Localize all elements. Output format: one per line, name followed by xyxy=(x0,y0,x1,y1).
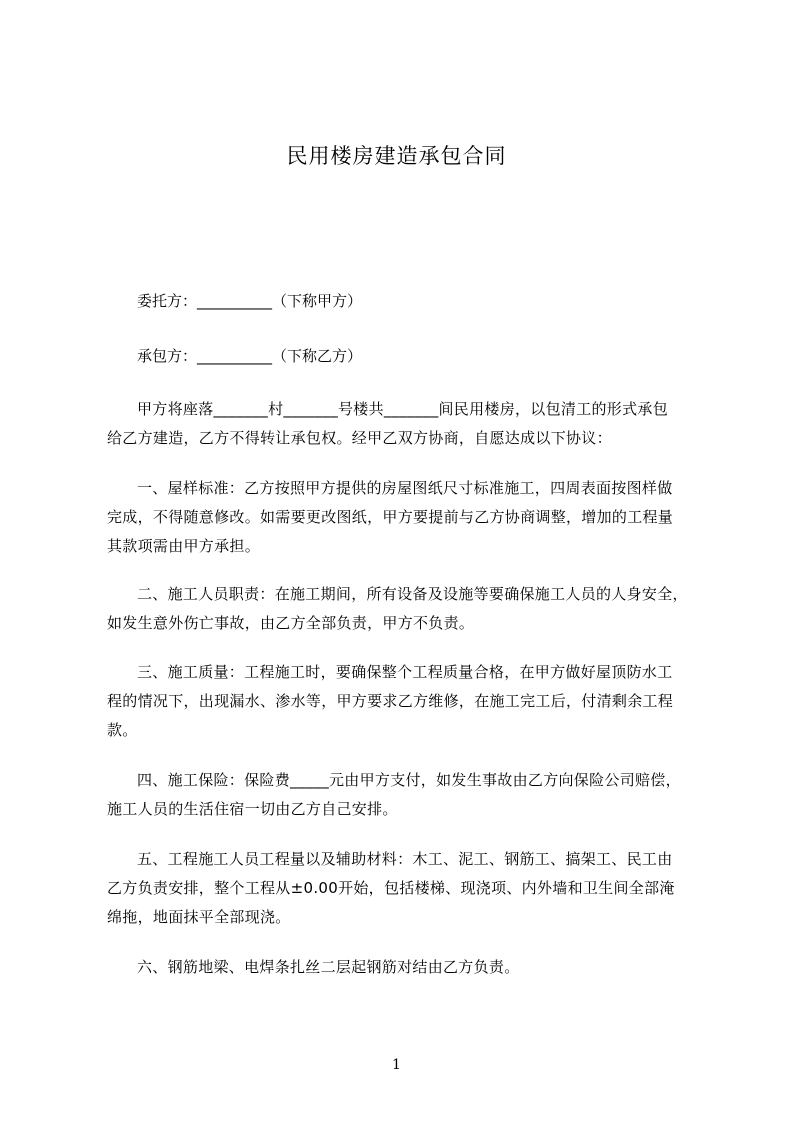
paragraph-line: 乙方负责安排，整个工程从±0.00开始，包括楼梯、现浇项、内外墙和卫生间全部淹 xyxy=(107,879,675,897)
paragraph-line: 二、施工人员职责：在施工期间，所有设备及设施等要确保施工人员的人身安全， xyxy=(137,585,688,603)
paragraph-line: 甲方将座落_______村_______号楼共_______间民用楼房，以包清工的形式承包 xyxy=(137,400,669,418)
clause-1-paragraph xyxy=(107,474,707,561)
clause-2-paragraph xyxy=(107,580,707,638)
paragraph-line: 款。 xyxy=(107,721,138,739)
paragraph-line: 六、钢筋地梁、电焊条扎丝二层起钢筋对结由乙方负责。 xyxy=(137,958,520,976)
paragraph-line: 如发生意外伤亡事故，由乙方全部负责，甲方不负责。 xyxy=(107,614,475,632)
clause-6-paragraph xyxy=(107,953,707,982)
paragraph-line: 四、施工保险：保险费_____元由甲方支付，如发生事故由乙方向保险公司赔偿， xyxy=(137,771,681,789)
contractor-party-line: 承包方：__________（下称乙方） xyxy=(137,347,363,365)
paragraph-line: 五、工程施工人员工程量以及辅助材料：木工、泥工、钢筋工、搞架工、民工由 xyxy=(137,850,673,868)
clause-4-paragraph xyxy=(107,766,707,824)
document-title: 民用楼房建造承包合同 xyxy=(286,144,507,168)
preamble-paragraph xyxy=(107,395,707,453)
paragraph-line: 其款项需由甲方承担。 xyxy=(107,537,261,555)
paragraph-line: 完成，不得随意修改。如需要更改图纸，甲方要提前与乙方协商调整，增加的工程量 xyxy=(107,508,674,526)
paragraph-line: 给乙方建造，乙方不得转让承包权。经甲乙双方协商，自愿达成以下协议： xyxy=(107,429,612,447)
clause-3-paragraph xyxy=(107,658,707,745)
paragraph-line: 程的情况下，出现漏水、渗水等，甲方要求乙方维修，在施工完工后，付清剩余工程 xyxy=(107,692,674,710)
paragraph-line: 三、施工质量：工程施工时，要确保整个工程质量合格，在甲方做好屋顶防水工 xyxy=(137,663,673,681)
principal-party-line: 委托方：__________（下称甲方） xyxy=(137,292,363,310)
paragraph-line: 施工人员的生活住宿一切由乙方自己安排。 xyxy=(107,800,398,818)
clause-5-paragraph xyxy=(107,845,707,932)
paragraph-line: 绵拖，地面抹平全部现浇。 xyxy=(107,908,291,926)
paragraph-line: 一、屋样标准：乙方按照甲方提供的房屋图纸尺寸标准施工，四周表面按图样做 xyxy=(137,479,673,497)
page-number: 1 xyxy=(392,1057,401,1073)
